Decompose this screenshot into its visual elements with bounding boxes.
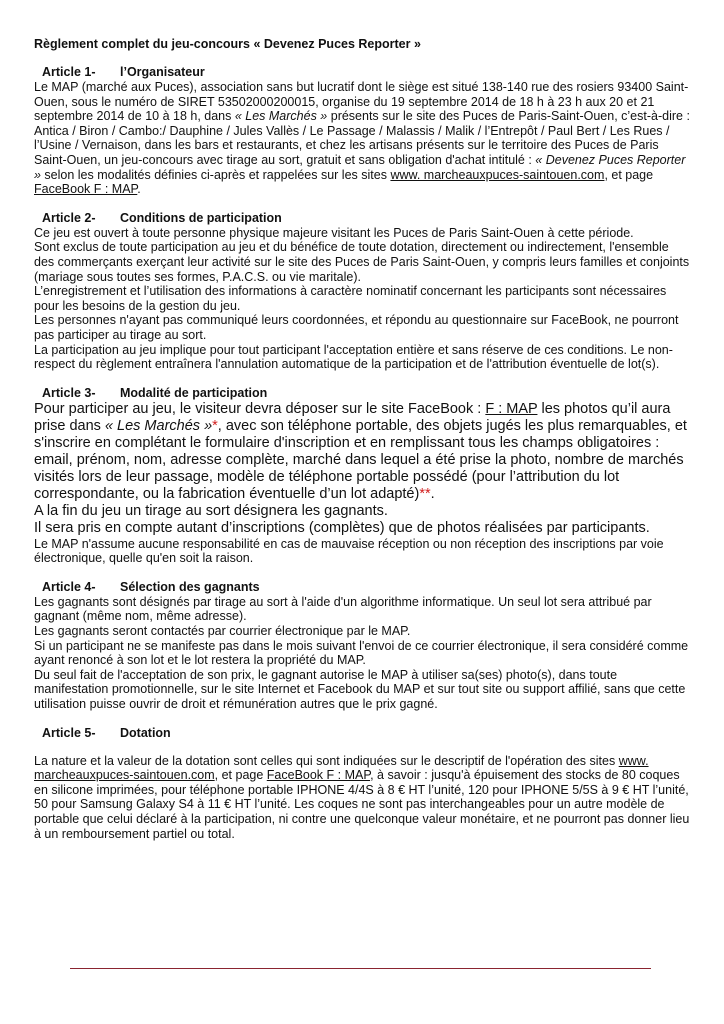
website-link[interactable]: www. marcheauxpuces-saintouen.com xyxy=(34,753,649,783)
footer-divider xyxy=(70,968,651,969)
article-4-paragraph: Les gagnants sont désignés par tirage au sort à l'aide d'un algorithme informatique. Un seul lot sera attribué par gagnant (même nom, même adresse). xyxy=(34,594,652,624)
article-2-paragraph: Sont exclus de toute participation au jeu et du bénéfice de toute dotation, directement ou indirectement, l'ensemble des commerçants exerçant leur activité sur le site des Puces de Paris Saint-Ouen, y compris leurs familles et conjoints (mariage sous toutes ses formes, P.A.C.S. ou vie maritale). xyxy=(34,240,690,284)
article-1-heading xyxy=(34,65,690,80)
article-5-title: Dotation xyxy=(120,725,171,740)
footnote-marker: ** xyxy=(419,485,431,502)
article-2-paragraph: Ce jeu est ouvert à toute personne physique majeure visitant les Puces de Paris Saint-Ouen à cette période. xyxy=(34,225,634,240)
article-2-paragraph: L’enregistrement et l’utilisation des informations à caractère nominatif concernant les participants sont nécessaires pour les besoins de la gestion du jeu. xyxy=(34,284,667,313)
article-4 xyxy=(34,580,690,712)
article-3-number: Article 3- xyxy=(42,385,96,400)
document-title: Règlement complet du jeu-concours « Devenez Puces Reporter » xyxy=(34,37,421,51)
article-2-paragraph: Les personnes n'ayant pas communiqué leurs coordonnées, et répondu au questionnaire sur FaceBook, ne pourront pas participer au tirage au sort. xyxy=(34,313,679,342)
article-2-number: Article 2- xyxy=(42,210,96,225)
article-2-heading xyxy=(34,211,690,226)
text: Pour participer au jeu, le visiteur devra déposer sur le site FaceBook : xyxy=(34,400,486,417)
text-italic: « Les Marchés » xyxy=(104,417,213,434)
article-2-paragraph: La participation au jeu implique pour tout participant l'acceptation entière et sans réserve de ces conditions. Le non-respect du règlement entraînera l'annulation automatique de la participation et de l'attribution éventuelle de lot(s). xyxy=(34,342,673,372)
article-3-heading xyxy=(34,386,690,401)
article-5-body xyxy=(34,754,690,842)
text: , à savoir : jusqu'à épuisement des stocks de 80 coques en silicone imprimées, pour téléphone portable IPHONE 4/4S à 8 € HT l’unité, 120 pour IPHONE 5/5S à 9 € HT l’unité, 50 pour Samsung Galaxy S4 à 11 € HT l’unité. Les coques ne sont pas interchangeables pour un autre modèle de portable que celui déclaré à la participation, ni contre une quelconque valeur monétaire, et ne pourront pas donner lieu à un remboursement partiel ou total. xyxy=(34,768,690,841)
footnote-marker: * xyxy=(212,417,218,434)
facebook-link[interactable]: FaceBook F : MAP xyxy=(266,768,371,783)
spacer xyxy=(34,741,690,754)
text-italic: « Devenez Puces Reporter » xyxy=(34,152,686,182)
article-1-body xyxy=(34,80,690,197)
article-4-title: Sélection des gagnants xyxy=(120,579,260,594)
text: présents sur le site des Puces de Paris-Saint-Ouen, c’est-à-dire : Antica / Biron / Cambo:/ Dauphine / Jules Vallès / Le Passage / Malassis / Malik / l’Entrepôt / Paul Bert / Les Rues / l’Usine / Vernaison, dans les bars et restaurants, et chez les artisans présents sur le territoire des Puces de Paris Saint-Ouen, un jeu-concours avec tirage au sort, gratuit et sans obligation d'achat intitulé : xyxy=(34,109,690,167)
article-3-paragraph: Il sera pris en compte autant d’inscriptions (complètes) que de photos réalisées par participants. xyxy=(34,519,650,536)
article-3-paragraph xyxy=(34,401,690,503)
article-1 xyxy=(34,65,690,197)
facebook-link[interactable]: F : MAP xyxy=(485,400,538,417)
document-page xyxy=(34,37,690,855)
article-4-paragraph: Du seul fait de l'acceptation de son prix, le gagnant autorise le MAP à utiliser sa(ses) photo(s), dans toute manifestation promotionnelle, sur le site Internet et Facebook du MAP et sur tout site ou support affilié, sans que cette utilisation puisse ouvrir de droit et rémunération autres que le prix gagné. xyxy=(34,667,686,712)
article-5-heading xyxy=(34,726,690,741)
facebook-link[interactable]: FaceBook F : MAP xyxy=(34,182,138,197)
text-italic: « Les Marchés » xyxy=(234,109,328,124)
article-4-paragraph: Si un participant ne se manifeste pas dans le mois suivant l'envoi de ce courrier électronique, il sera considéré comme ayant renoncé à son lot et le lot restera la propriété du MAP. xyxy=(34,638,689,668)
text: selon les modalités définies ci-après et rappelées sur les sites xyxy=(40,167,391,182)
text: . xyxy=(137,182,141,197)
article-4-paragraph: Les gagnants seront contactés par courrier électronique par le MAP. xyxy=(34,624,411,639)
text: , avec son téléphone portable, des objets jugés les plus remarquables, et s'inscrire en complétant le formulaire d'inscription et en remplissant tous les champs obligatoires : email, prénom, nom, adresse complète, marché dans lequel a été prise la photo, nombre de marchés visités lors de leur passage, modèle de téléphone portable possédé (pour l’attribution du lot correspondante, ou la fabrication éventuelle d’un lot adapté) xyxy=(34,417,687,502)
text: . xyxy=(430,485,435,502)
article-1-title: l’Organisateur xyxy=(120,65,205,79)
text: , et page xyxy=(214,768,267,783)
article-4-number: Article 4- xyxy=(42,579,96,594)
text: les photos qu’il aura prise dans xyxy=(34,400,671,434)
article-3-title: Modalité de participation xyxy=(120,385,268,400)
article-2-title: Conditions de participation xyxy=(120,210,282,225)
text: Le MAP (marché aux Puces), association sans but lucratif dont le siège est situé 138-140 rue des rosiers 93400 Saint-Ouen, sous le numéro de SIRET 53502000200015, organise du 19 septembre 2014 de 18 h à 23 h aux 20 et 21 septembre 2014 de 10 à 18 h, dans xyxy=(34,80,689,124)
text: , et page xyxy=(604,167,654,182)
article-3-paragraph: A la fin du jeu un tirage au sort désignera les gagnants. xyxy=(34,502,388,519)
article-4-heading xyxy=(34,580,690,595)
article-5 xyxy=(34,726,690,842)
website-link[interactable]: www. marcheauxpuces-saintouen.com xyxy=(390,167,605,182)
text: La nature et la valeur de la dotation sont celles qui sont indiquées sur le descriptif de l'opération des sites xyxy=(34,753,619,768)
article-5-number: Article 5- xyxy=(42,725,96,740)
article-2 xyxy=(34,211,690,372)
article-3-paragraph: Le MAP n'assume aucune responsabilité en cas de mauvaise réception ou non réception des inscriptions par voie électronique, quelle qu'en soit la raison. xyxy=(34,536,664,566)
article-3 xyxy=(34,386,690,566)
article-1-number: Article 1- xyxy=(42,65,96,79)
